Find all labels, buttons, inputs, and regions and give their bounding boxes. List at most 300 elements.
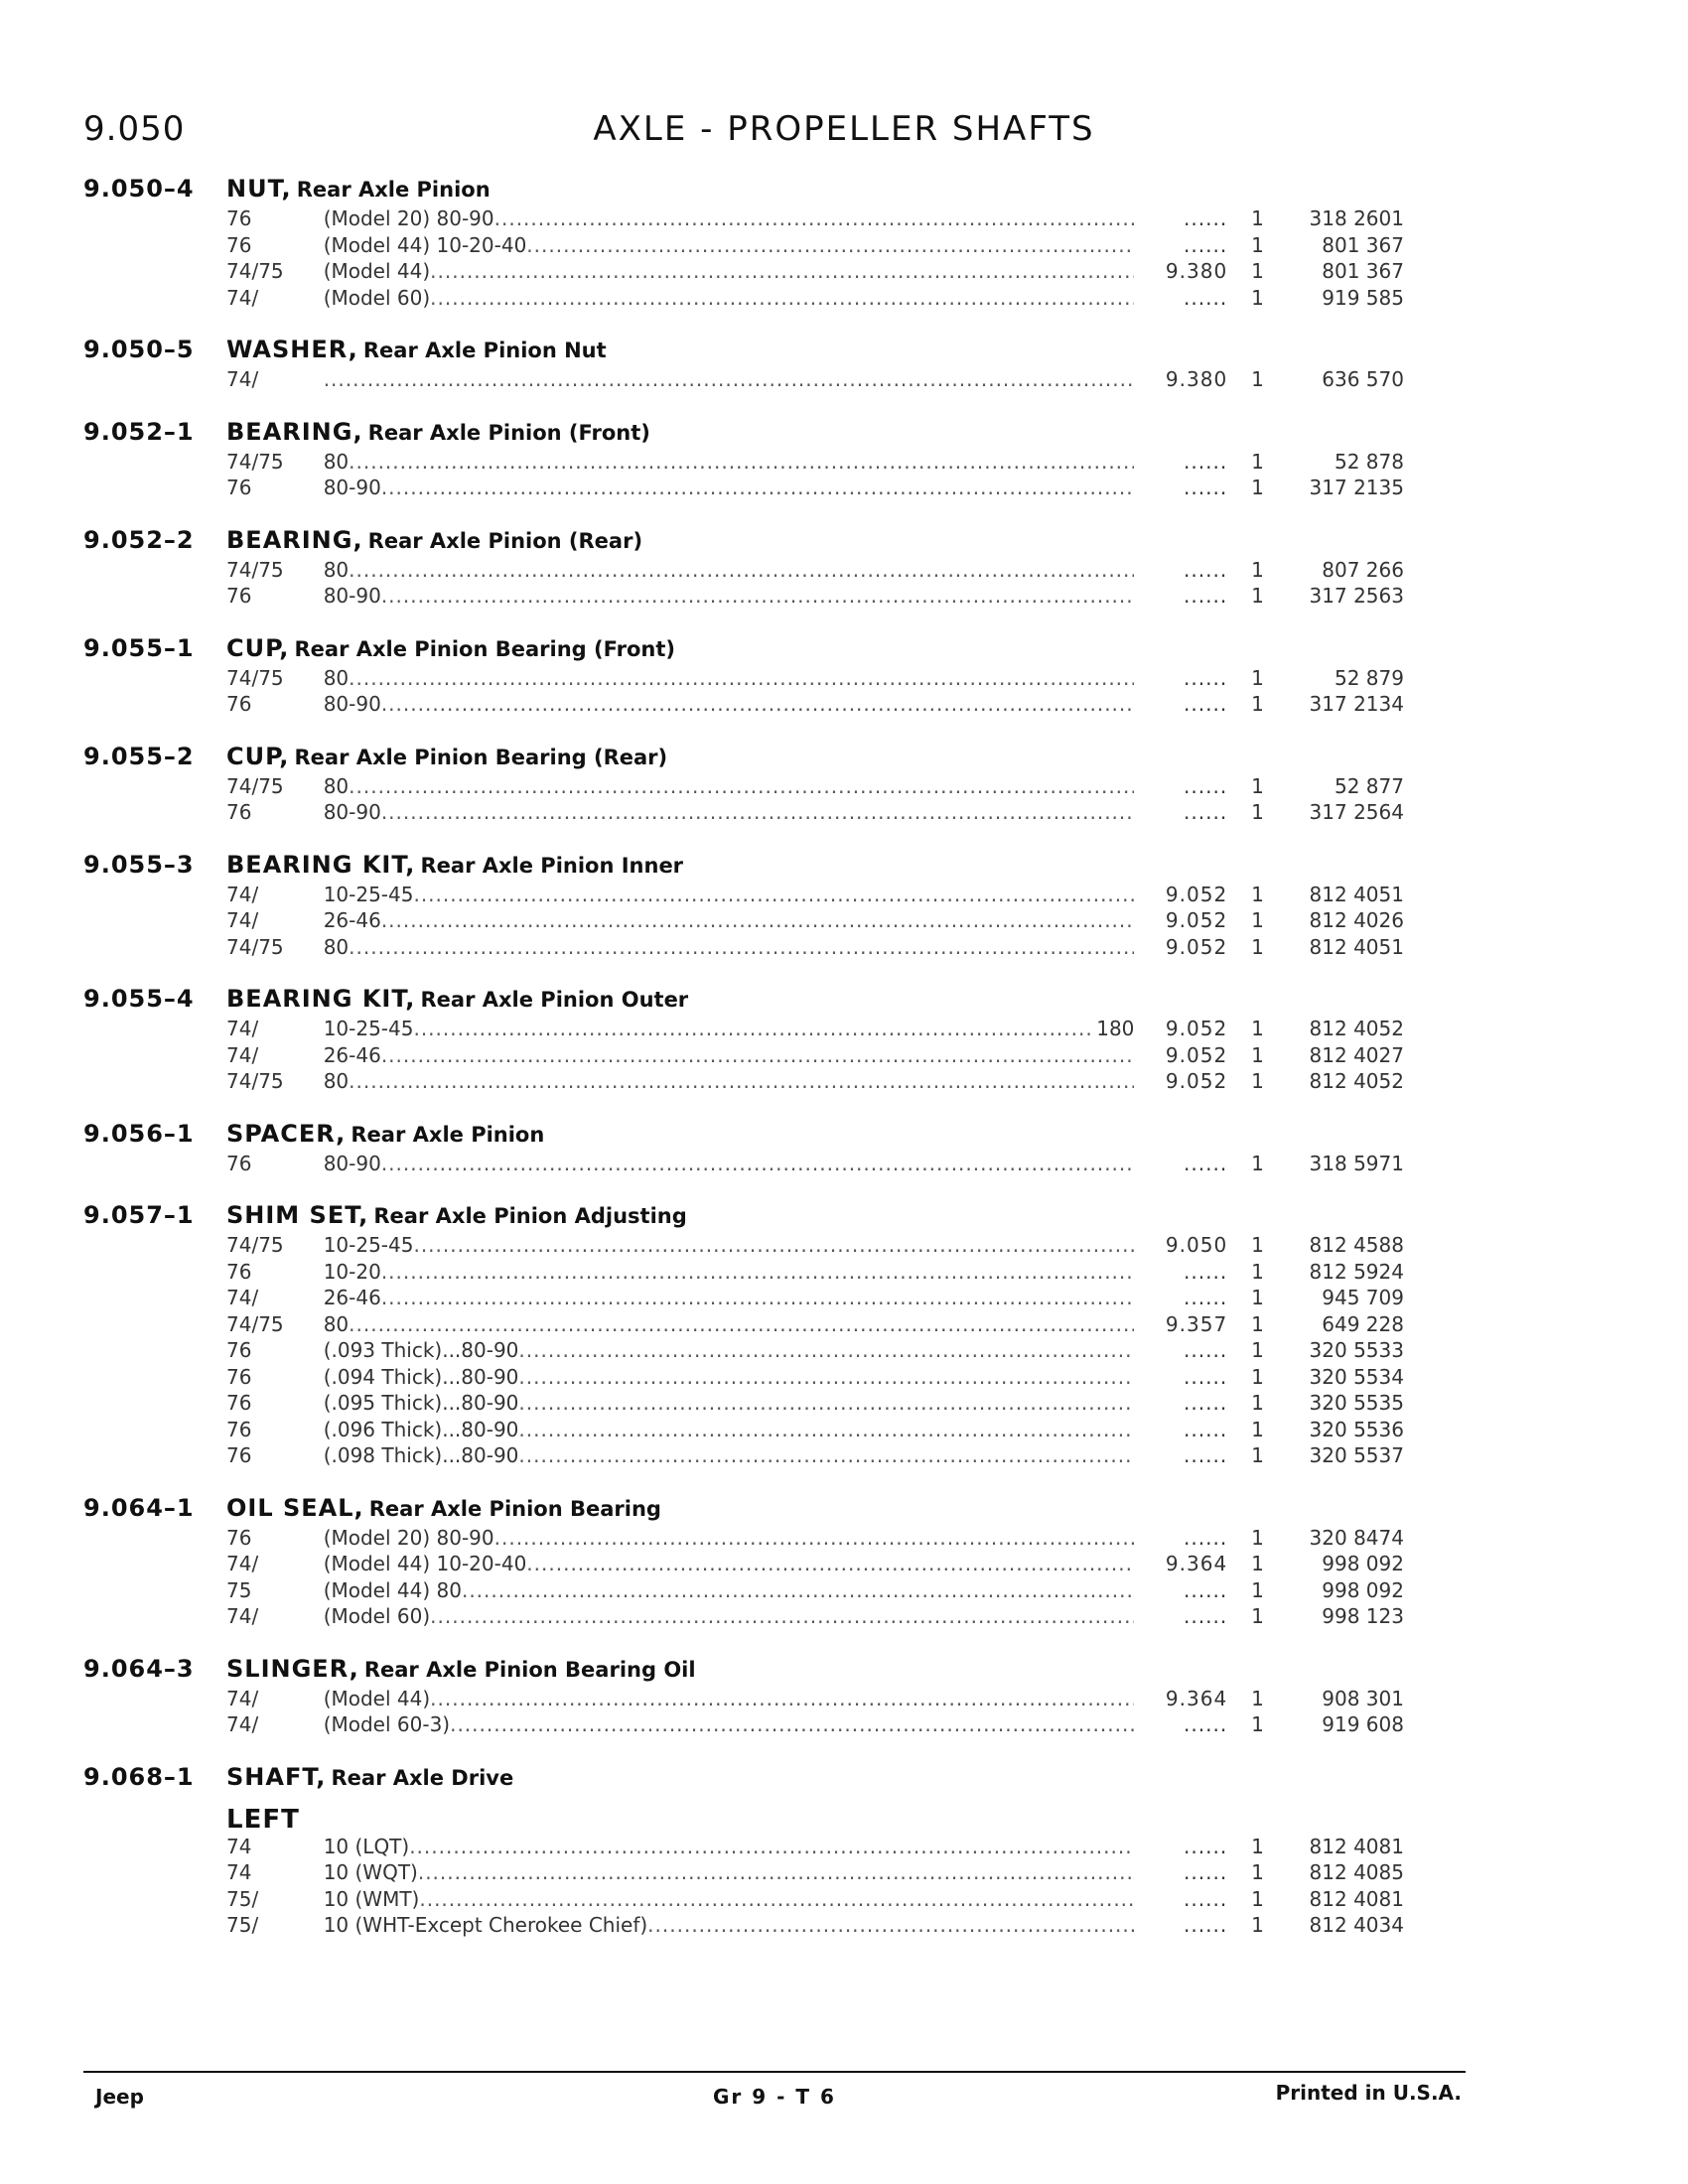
part-row — [83, 558, 1404, 585]
application-cell — [324, 1312, 1135, 1336]
illustration-ref: ...... — [1184, 1834, 1228, 1858]
section-number: 9.050–5 — [83, 336, 195, 363]
model-year: 76 — [226, 1391, 252, 1415]
part-description: Rear Axle Pinion (Front) — [367, 420, 650, 445]
application-text: 80 — [323, 1069, 350, 1093]
part-number: 649 228 — [1322, 1311, 1404, 1336]
part-number: 998 092 — [1322, 1552, 1404, 1575]
model-year: 76 — [226, 1151, 252, 1175]
application-cell — [324, 259, 1135, 283]
page-section-number: 9.050 — [83, 109, 186, 149]
illustration-ref: 9.052 — [1165, 1069, 1228, 1093]
dot-leader — [518, 1365, 1134, 1389]
application-cell — [324, 1835, 1135, 1858]
application-cell — [324, 1069, 1135, 1093]
illustration-ref: ...... — [1184, 1886, 1228, 1911]
application-cell — [324, 1578, 1135, 1602]
dot-leader — [381, 800, 1135, 824]
dot-leader — [518, 1391, 1134, 1415]
dot-leader — [349, 935, 1134, 959]
application-cell — [324, 1604, 1135, 1628]
application-text: (Model 44) — [323, 259, 431, 283]
illustration-ref: 9.052 — [1165, 1017, 1228, 1040]
quantity: 1 — [1251, 1860, 1264, 1884]
application-text: 80-90 — [323, 1151, 381, 1175]
part-number: 919 585 — [1322, 285, 1404, 310]
dot-leader — [349, 1312, 1134, 1336]
dot-leader — [349, 450, 1134, 474]
dot-leader — [349, 1069, 1134, 1093]
part-name: SPACER, — [226, 1119, 347, 1148]
part-row — [83, 935, 1404, 962]
quantity: 1 — [1251, 692, 1264, 716]
application-text: 80-90 — [323, 692, 381, 716]
illustration-ref: ...... — [1184, 584, 1228, 608]
part-number: 945 709 — [1322, 1286, 1404, 1309]
part-number: 801 367 — [1322, 259, 1404, 283]
part-section — [83, 1494, 1404, 1631]
part-name: OIL SEAL, — [226, 1493, 364, 1522]
dot-leader — [409, 1835, 1134, 1858]
illustration-ref: ...... — [1184, 1443, 1228, 1467]
application-text: 26-46 — [323, 1042, 381, 1067]
application-cell — [324, 666, 1135, 690]
dot-leader — [526, 1552, 1134, 1575]
illustration-ref: 9.380 — [1165, 367, 1228, 391]
part-row — [83, 1233, 1404, 1260]
parts-list — [83, 175, 1404, 1964]
illustration-ref: ...... — [1184, 1259, 1228, 1284]
dot-leader — [381, 584, 1135, 608]
part-row — [83, 367, 1404, 394]
dot-leader — [381, 1286, 1135, 1309]
part-row — [83, 476, 1404, 502]
dot-leader — [349, 774, 1134, 798]
part-number: 317 2135 — [1309, 476, 1404, 499]
part-row — [83, 450, 1404, 477]
quantity: 1 — [1251, 1913, 1264, 1937]
section-header — [83, 418, 1404, 450]
quantity: 1 — [1251, 449, 1264, 474]
application-cell — [324, 286, 1135, 310]
part-row — [83, 286, 1404, 313]
part-row — [83, 1418, 1404, 1444]
part-section — [83, 985, 1404, 1096]
illustration-ref: 9.052 — [1165, 882, 1228, 906]
application-text: (.093 Thick)...80-90 — [323, 1338, 519, 1362]
model-year: 74/ — [226, 1552, 259, 1575]
section-header — [83, 743, 1404, 774]
application-text: (Model 20) 80-90 — [323, 1525, 494, 1550]
application-text: 10-25-45 — [323, 1017, 414, 1040]
illustration-ref: ...... — [1184, 773, 1228, 798]
application-text: 26-46 — [323, 908, 381, 932]
part-row — [83, 1578, 1404, 1605]
illustration-ref: 9.052 — [1165, 908, 1228, 932]
model-year: 74/75 — [226, 1069, 284, 1093]
part-name: SLINGER, — [226, 1654, 359, 1683]
part-number: 52 877 — [1335, 773, 1404, 798]
application-cell — [324, 450, 1135, 474]
quantity: 1 — [1251, 1525, 1264, 1550]
application-cell — [324, 1365, 1135, 1389]
dot-leader — [419, 1887, 1134, 1911]
part-number: 52 879 — [1335, 665, 1404, 690]
application-text: 10 (LQT) — [323, 1834, 410, 1858]
dot-leader — [381, 1260, 1135, 1284]
illustration-ref: ...... — [1184, 1151, 1228, 1175]
part-section — [83, 1201, 1404, 1470]
application-cell — [324, 476, 1135, 499]
quantity: 1 — [1251, 1886, 1264, 1911]
section-header — [83, 851, 1404, 883]
dot-leader — [413, 1233, 1134, 1257]
dot-leader — [647, 1913, 1134, 1937]
application-cell — [324, 558, 1135, 582]
model-year: 76 — [226, 584, 252, 608]
application-cell — [324, 1286, 1135, 1309]
part-number: 636 570 — [1322, 367, 1404, 391]
part-number: 812 4051 — [1309, 882, 1404, 906]
quantity: 1 — [1251, 1233, 1264, 1257]
model-year: 74 — [226, 1834, 252, 1858]
application-text: 80 — [323, 1311, 350, 1336]
part-section — [83, 634, 1404, 719]
part-name: SHIM SET, — [226, 1201, 369, 1229]
part-row — [83, 883, 1404, 909]
section-header — [83, 1201, 1404, 1233]
dot-leader — [413, 1017, 1092, 1040]
part-section — [83, 1120, 1404, 1178]
part-row — [83, 584, 1404, 611]
part-row — [83, 1286, 1404, 1312]
application-text: 10 (WHT-Except Cherokee Chief) — [323, 1913, 648, 1937]
dot-leader — [518, 1338, 1134, 1362]
illustration-ref: ...... — [1184, 800, 1228, 824]
quantity: 1 — [1251, 1604, 1264, 1628]
part-number: 812 4034 — [1309, 1913, 1404, 1937]
model-year: 76 — [226, 1338, 252, 1362]
part-section — [83, 418, 1404, 502]
part-section — [83, 743, 1404, 827]
quantity: 1 — [1251, 1151, 1264, 1175]
application-cell — [324, 1391, 1135, 1415]
dot-leader — [494, 206, 1135, 230]
part-number: 52 878 — [1335, 449, 1404, 474]
section-number: 9.064–1 — [83, 1493, 195, 1522]
quantity: 1 — [1251, 557, 1264, 582]
dot-leader — [381, 692, 1135, 716]
part-number: 812 4052 — [1309, 1069, 1404, 1093]
section-number: 9.068–1 — [83, 1762, 195, 1791]
part-name: CUP, — [226, 633, 290, 662]
model-year: 74/ — [226, 1712, 259, 1736]
part-number: 317 2134 — [1309, 692, 1404, 716]
illustration-ref: ...... — [1184, 1604, 1228, 1628]
section-header — [83, 1763, 1404, 1795]
illustration-ref: ...... — [1184, 1525, 1228, 1550]
illustration-ref: ...... — [1184, 1712, 1228, 1736]
part-number: 812 4052 — [1309, 1017, 1404, 1040]
quantity: 1 — [1251, 1311, 1264, 1336]
model-year: 74/75 — [226, 259, 284, 283]
model-year: 74/ — [226, 908, 259, 932]
section-header — [83, 1655, 1404, 1687]
part-number: 320 5537 — [1309, 1443, 1404, 1467]
application-cell — [324, 1552, 1135, 1575]
part-row — [83, 692, 1404, 719]
model-year: 76 — [226, 1525, 252, 1550]
quantity: 1 — [1251, 285, 1264, 310]
part-name: WASHER, — [226, 336, 358, 363]
model-year: 76 — [226, 800, 252, 824]
section-number: 9.052–1 — [83, 417, 195, 446]
quantity: 1 — [1251, 1259, 1264, 1284]
illustration-ref: ...... — [1184, 1338, 1228, 1362]
application-text: 80 — [323, 934, 350, 959]
application-text: 80-90 — [323, 800, 381, 824]
quantity: 1 — [1251, 1042, 1264, 1067]
application-text: (Model 60) — [323, 285, 431, 310]
dot-leader — [381, 476, 1135, 499]
section-number: 9.057–1 — [83, 1201, 195, 1229]
part-section — [83, 336, 1404, 394]
application-text: (Model 60) — [323, 1604, 431, 1628]
part-number: 812 4026 — [1309, 908, 1404, 932]
model-year: 75 — [226, 1577, 252, 1602]
model-year: 75/ — [226, 1913, 259, 1937]
application-text: (Model 44) 80 — [323, 1577, 462, 1602]
illustration-ref: 9.380 — [1165, 259, 1228, 283]
part-description: Rear Axle Pinion Inner — [420, 853, 684, 878]
part-description: Rear Axle Pinion Bearing Oil — [363, 1657, 696, 1682]
part-name: NUT, — [226, 175, 292, 203]
quantity: 1 — [1251, 882, 1264, 906]
section-number: 9.055–1 — [83, 633, 195, 662]
part-name: BEARING KIT, — [226, 985, 416, 1013]
part-number: 812 4085 — [1309, 1860, 1404, 1884]
application-text: 80 — [323, 449, 350, 474]
section-number: 9.056–1 — [83, 1119, 195, 1148]
part-row — [83, 1017, 1404, 1043]
application-text: 80-90 — [323, 476, 381, 499]
illustration-ref: 9.052 — [1165, 934, 1228, 959]
part-row — [83, 1835, 1404, 1861]
quantity: 1 — [1251, 1712, 1264, 1736]
application-text: (Model 44) 10-20-40 — [323, 232, 527, 257]
illustration-ref: ...... — [1184, 665, 1228, 690]
quantity: 1 — [1251, 206, 1264, 230]
quantity: 1 — [1251, 1338, 1264, 1362]
part-description: Rear Axle Drive — [331, 1765, 514, 1790]
application-cell — [324, 1152, 1135, 1175]
quantity: 1 — [1251, 1417, 1264, 1441]
part-section — [83, 175, 1404, 312]
model-year: 76 — [226, 476, 252, 499]
dot-leader — [450, 1712, 1134, 1736]
quantity: 1 — [1251, 232, 1264, 257]
part-number: 317 2564 — [1309, 800, 1404, 824]
part-number: 320 5536 — [1309, 1417, 1404, 1441]
footer-group-label: Gr 9 - T 6 — [713, 2085, 836, 2109]
part-row — [83, 774, 1404, 801]
section-header — [83, 175, 1404, 206]
part-row — [83, 1069, 1404, 1096]
application-text: 80-90 — [323, 584, 381, 608]
model-year: 74 — [226, 1860, 252, 1884]
model-year: 74/ — [226, 1286, 259, 1309]
dot-leader — [430, 286, 1134, 310]
illustration-ref: ...... — [1184, 1286, 1228, 1309]
application-text: (.096 Thick)...80-90 — [323, 1417, 519, 1441]
model-year: 74/75 — [226, 773, 284, 798]
application-cell — [324, 206, 1135, 230]
application-cell — [324, 1443, 1135, 1467]
part-description: Rear Axle Pinion — [296, 178, 491, 202]
illustration-ref: ...... — [1184, 692, 1228, 716]
application-text: (Model 20) 80-90 — [323, 206, 494, 230]
quantity: 1 — [1251, 800, 1264, 824]
quantity: 1 — [1251, 584, 1264, 608]
application-text: 10 (WQT) — [323, 1860, 418, 1884]
part-row — [83, 1365, 1404, 1392]
part-row — [83, 1604, 1404, 1631]
application-cell — [324, 584, 1135, 608]
application-text: (Model 44) 10-20-40 — [323, 1552, 527, 1575]
part-number: 812 4027 — [1309, 1042, 1404, 1067]
application-cell — [324, 883, 1135, 906]
quantity: 1 — [1251, 1577, 1264, 1602]
application-cell — [324, 1260, 1135, 1284]
section-header — [83, 1120, 1404, 1152]
illustration-ref: 9.050 — [1165, 1233, 1228, 1257]
illustration-ref: ...... — [1184, 1913, 1228, 1937]
part-row — [83, 1526, 1404, 1553]
application-text: 80 — [323, 773, 350, 798]
section-header — [83, 526, 1404, 558]
application-cell — [324, 1526, 1135, 1550]
dot-leader — [518, 1418, 1134, 1441]
dot-leader — [381, 908, 1135, 932]
dot-leader — [349, 666, 1134, 690]
part-row — [83, 1860, 1404, 1887]
part-number: 320 5535 — [1309, 1391, 1404, 1415]
quantity: 1 — [1251, 773, 1264, 798]
model-year: 74/75 — [226, 665, 284, 690]
part-row — [83, 1687, 1404, 1713]
dot-leader — [413, 883, 1134, 906]
part-row — [83, 666, 1404, 693]
application-cell — [324, 1233, 1135, 1257]
part-number: 318 2601 — [1309, 206, 1404, 230]
footer-divider — [83, 2071, 1466, 2073]
part-description: Rear Axle Pinion Bearing (Front) — [294, 636, 675, 661]
dot-leader — [430, 259, 1134, 283]
application-cell — [324, 1338, 1135, 1362]
part-section — [83, 526, 1404, 611]
illustration-ref: ...... — [1184, 449, 1228, 474]
extra-note: 180 — [1096, 1017, 1135, 1040]
part-row — [83, 908, 1404, 935]
part-row — [83, 1152, 1404, 1178]
part-description: Rear Axle Pinion Adjusting — [373, 1204, 687, 1228]
application-text: (.095 Thick)...80-90 — [323, 1391, 519, 1415]
part-section — [83, 851, 1404, 962]
illustration-ref: ...... — [1184, 557, 1228, 582]
part-row — [83, 1043, 1404, 1070]
part-number: 812 4081 — [1309, 1834, 1404, 1858]
model-year: 74/75 — [226, 449, 284, 474]
illustration-ref: ...... — [1184, 206, 1228, 230]
illustration-ref: 9.357 — [1165, 1311, 1228, 1336]
application-text: (Model 44) — [323, 1686, 431, 1710]
application-cell — [324, 908, 1135, 932]
part-number: 807 266 — [1322, 557, 1404, 582]
part-number: 998 123 — [1322, 1604, 1404, 1628]
model-year: 76 — [226, 206, 252, 230]
model-year: 74/75 — [226, 557, 284, 582]
illustration-ref: ...... — [1184, 1860, 1228, 1884]
quantity: 1 — [1251, 1552, 1264, 1575]
model-year: 76 — [226, 1443, 252, 1467]
part-row — [83, 800, 1404, 827]
application-cell — [324, 935, 1135, 959]
illustration-ref: ...... — [1184, 476, 1228, 499]
part-row — [83, 1552, 1404, 1578]
part-number: 998 092 — [1322, 1577, 1404, 1602]
section-number: 9.050–4 — [83, 175, 195, 203]
application-text: 80 — [323, 557, 350, 582]
model-year: 76 — [226, 232, 252, 257]
illustration-ref: ...... — [1184, 285, 1228, 310]
dot-leader — [381, 1043, 1135, 1067]
application-cell — [324, 1860, 1135, 1884]
application-text: 26-46 — [323, 1286, 381, 1309]
part-row — [83, 1913, 1404, 1940]
part-number: 812 4051 — [1309, 934, 1404, 959]
part-row — [83, 1887, 1404, 1914]
illustration-ref: ...... — [1184, 1417, 1228, 1441]
part-row — [83, 233, 1404, 260]
part-number: 812 4081 — [1309, 1886, 1404, 1911]
quantity: 1 — [1251, 1391, 1264, 1415]
part-row — [83, 1443, 1404, 1470]
application-cell — [324, 1043, 1135, 1067]
part-row — [83, 259, 1404, 286]
section-header — [83, 1494, 1404, 1526]
quantity: 1 — [1251, 1686, 1264, 1710]
dot-leader — [349, 558, 1134, 582]
part-name: BEARING, — [226, 525, 363, 554]
section-number: 9.055–3 — [83, 850, 195, 879]
dot-leader — [430, 1687, 1134, 1710]
part-name: SHAFT, — [226, 1762, 327, 1791]
model-year: 74/ — [226, 285, 259, 310]
dot-leader — [526, 233, 1134, 257]
model-year: 76 — [226, 1259, 252, 1284]
dot-leader — [494, 1526, 1135, 1550]
quantity: 1 — [1251, 1364, 1264, 1389]
model-year: 74/75 — [226, 934, 284, 959]
footer-brand: Jeep — [95, 2085, 144, 2109]
part-number: 320 5533 — [1309, 1338, 1404, 1362]
application-text: 10 (WMT) — [323, 1886, 420, 1911]
section-number: 9.055–4 — [83, 985, 195, 1013]
quantity: 1 — [1251, 1017, 1264, 1040]
section-header — [83, 634, 1404, 666]
application-cell — [324, 367, 1135, 391]
part-section — [83, 1655, 1404, 1739]
